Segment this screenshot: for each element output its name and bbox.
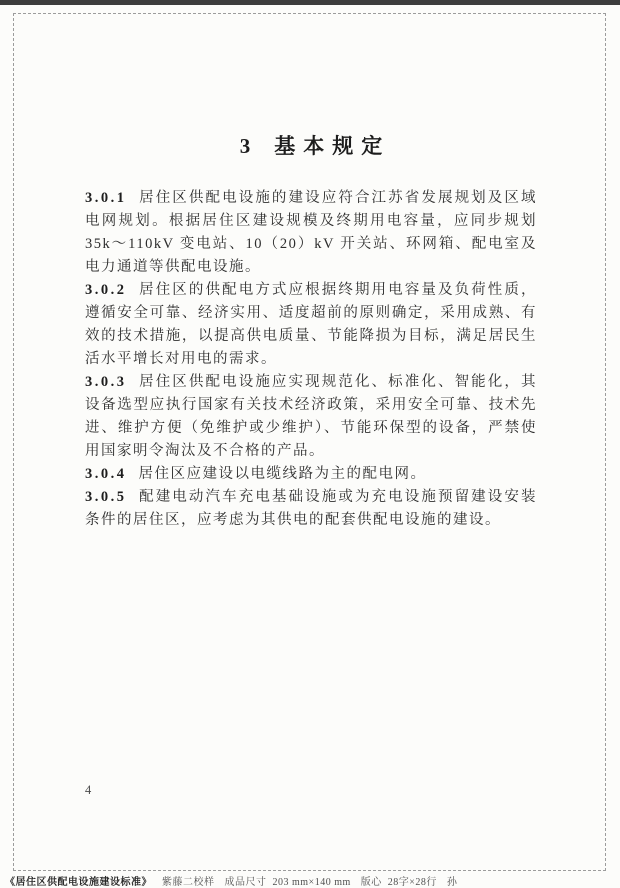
size-value: 203 mm×140 mm: [272, 877, 351, 888]
chapter-name: 基本规定: [274, 134, 391, 158]
print-proof-footer: [5, 873, 615, 888]
clause-number: 3.0.5: [85, 489, 127, 505]
proof-stage: 紫藤二校样: [162, 877, 215, 888]
clause: [85, 279, 537, 371]
clause-number: 3.0.1: [85, 190, 127, 206]
clause-text: 配建电动汽车充电基础设施或为充电设施预留建设安装条件的居住区，应考虑为其供电的配套供配电设施的建设。: [85, 489, 537, 528]
clause-text: 居住区供配电设施的建设应符合江苏省发展规划及区域电网规划。根据居住区建设规模及终期用电容量，应同步规划35k～110kV 变电站、10（20）kV 开关站、环网箱、配电室及电力通道等供配电设施。: [85, 190, 537, 275]
type-area-label: 版心: [360, 877, 382, 888]
chapter-number: 3: [239, 134, 251, 158]
clause: [85, 463, 537, 486]
page-number: 4: [85, 783, 92, 797]
size-label: 成品尺寸: [224, 877, 267, 888]
page-content: [85, 130, 537, 532]
scan-edge-bar: [0, 0, 620, 5]
clause-text: 居住区供配电设施应实现规范化、标准化、智能化，其设备选型应执行国家有关技术经济政策，采用安全可靠、技术先进、维护方便（免维护或少维护）、节能环保型的设备，严禁使用国家明令淘汰及不合格的产品。: [85, 374, 537, 459]
clause: [85, 371, 537, 463]
clause-number: 3.0.3: [85, 374, 127, 390]
body-text: [85, 187, 537, 532]
chapter-title: [85, 130, 537, 160]
clause-text: 居住区应建设以电缆线路为主的配电网。: [138, 466, 427, 482]
clause-number: 3.0.2: [85, 282, 127, 298]
book-title: 《居住区供配电设施建设标准》: [5, 877, 152, 888]
proofreader-name: 孙: [446, 877, 458, 888]
type-area-value: 28字×28行: [387, 877, 437, 888]
clause-number: 3.0.4: [85, 466, 127, 482]
clause: [85, 486, 537, 532]
clause-text: 居住区的供配电方式应根据终期用电容量及负荷性质，遵循安全可靠、经济实用、适度超前的原则确定，采用成熟、有效的技术措施，以提高供电质量、节能降损为目标，满足居民生活水平增长对用电的需求。: [85, 282, 537, 367]
clause: [85, 187, 537, 279]
